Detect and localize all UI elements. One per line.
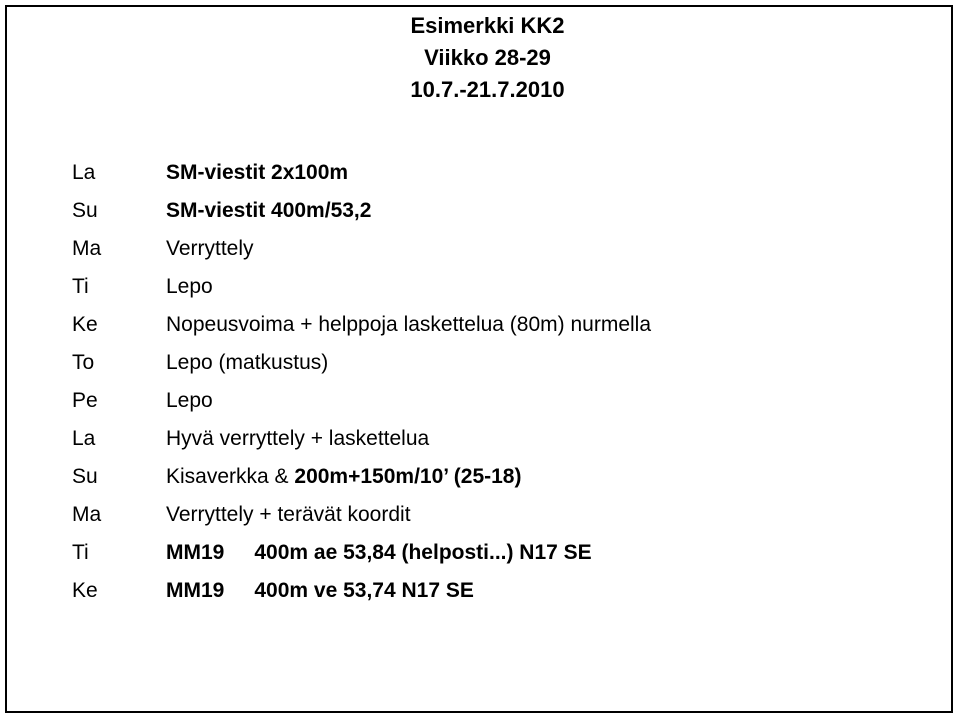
schedule-row (0, 572, 960, 610)
day-label: Ma (72, 503, 102, 526)
schedule-row (0, 496, 960, 534)
day-label: La (72, 427, 96, 450)
day-label: Ma (72, 237, 102, 260)
event-name: MM19 (166, 541, 225, 564)
schedule-row (0, 458, 960, 496)
day-label: To (72, 351, 95, 374)
event-name: MM19 (166, 579, 225, 602)
schedule-row (0, 420, 960, 458)
activity-text: SM-viestit 400m/53,2 (166, 199, 372, 222)
activity-text: Verryttely + terävät koordit (166, 503, 411, 526)
activity-text: Lepo (166, 389, 213, 412)
schedule-row (0, 192, 960, 230)
event-result: 400m ae 53,84 (helposti...) N17 SE (254, 541, 592, 564)
activity-text (166, 534, 592, 572)
activity-text: Hyvä verryttely + laskettelua (166, 427, 430, 450)
schedule-row (0, 382, 960, 420)
day-label: Ke (72, 313, 98, 336)
activity-text: Lepo (166, 275, 213, 298)
day-label: Ke (72, 579, 98, 602)
week-label: Viikko 28-29 (424, 45, 551, 70)
schedule-row (0, 534, 960, 572)
schedule-row (0, 344, 960, 382)
day-label: La (72, 161, 96, 184)
activity-text (166, 458, 521, 496)
page-title: Esimerkki KK2 (410, 13, 565, 38)
event-result: 400m ve 53,74 N17 SE (254, 579, 474, 602)
schedule-row (0, 154, 960, 192)
activity-text: Verryttely (166, 237, 254, 260)
training-schedule (0, 154, 960, 610)
activity-text: Nopeusvoima + helppoja laskettelua (80m) nurmella (166, 313, 652, 336)
day-label: Su (72, 199, 98, 222)
activity-prefix: Kisaverkka & (166, 465, 295, 488)
activity-bold-part: 200m+150m/10’ (25-18) (294, 465, 522, 488)
day-label: Pe (72, 389, 98, 412)
day-label: Ti (72, 275, 89, 298)
title-block (0, 10, 960, 106)
activity-text (166, 572, 474, 610)
day-label: Su (72, 465, 98, 488)
activity-text: Lepo (matkustus) (166, 351, 329, 374)
day-label: Ti (72, 541, 89, 564)
schedule-row (0, 230, 960, 268)
activity-text: SM-viestit 2x100m (166, 161, 349, 184)
schedule-row (0, 306, 960, 344)
schedule-row (0, 268, 960, 306)
date-range: 10.7.-21.7.2010 (410, 77, 565, 102)
